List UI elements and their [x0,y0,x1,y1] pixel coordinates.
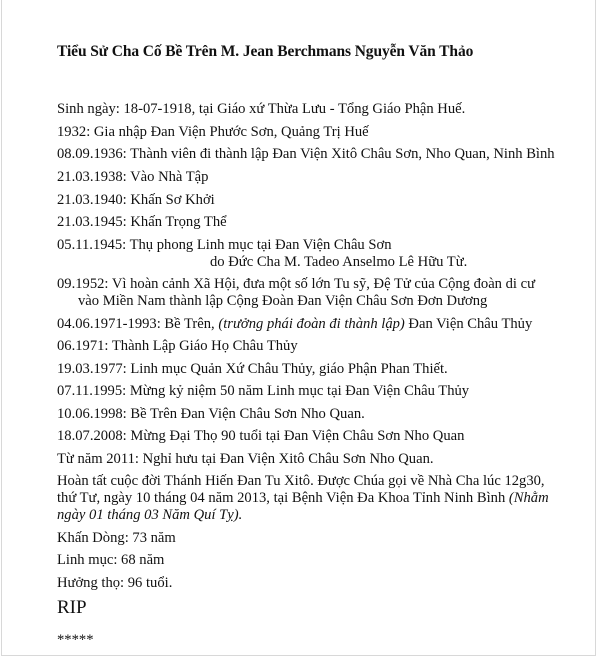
passing-line-3 [57,507,242,524]
stars-separator: ***** [57,632,94,648]
entry-1971-1993-text: 04.06.1971-1993: Bề Trên, [57,316,219,332]
entry-1936: 08.09.1936: Thành viên đi thành lập Đan Viện Xitô Châu Sơn, Nho Quan, Ninh Bình [57,146,555,162]
entry-1952-cont: vào Miền Nam thành lập Cộng Đoàn Đan Viện Châu Sơn Đơn Dương [78,293,488,309]
entry-1932: 1932: Gia nhập Đan Viện Phước Sơn, Quảng Trị Huế [57,124,369,140]
entry-1971-1993 [57,316,532,333]
passing-line-2 [57,490,549,507]
entry-1977: 19.03.1977: Linh mục Quản Xứ Châu Thủy, giáo Phận Phan Thiết. [57,361,448,377]
entry-2011: Từ năm 2011: Nghỉ hưu tại Đan Viện Xitô Châu Sơn Nho Quan. [57,451,434,467]
rip-text: RIP [57,597,87,618]
document-title: Tiểu Sử Cha Cố Bề Trên M. Jean Berchmans Nguyễn Văn Thảo [57,43,474,60]
age-line: Hưởng thọ: 96 tuổi. [57,575,173,591]
entry-1945-vows: 21.03.1945: Khấn Trọng Thể [57,214,227,230]
entry-1995: 07.11.1995: Mừng kỷ niệm 50 năm Linh mục tại Đan Viện Châu Thủy [57,383,470,399]
entry-1945-ordination-cont: do Đức Cha M. Tadeo Anselmo Lê Hữu Từ. [210,254,468,270]
vows-years: Khấn Dòng: 73 năm [57,530,176,546]
entry-1971-1993-italic: (trưởng phái đoàn đi thành lập) [218,316,405,332]
entry-1938: 21.03.1938: Vào Nhà Tập [57,169,209,185]
entry-1952: 09.1952: Vì hoàn cảnh Xã Hội, đưa một số lớn Tu sỹ, Đệ Tử của Cộng đoàn di cư [57,276,536,292]
entry-2008: 18.07.2008: Mừng Đại Thọ 90 tuổi tại Đan Viện Châu Sơn Nho Quan [57,428,465,444]
entry-1940: 21.03.1940: Khấn Sơ Khởi [57,192,215,208]
passing-line-3-italic: ngày 01 tháng 03 Năm Quí Tỵ). [57,507,243,523]
entry-1971: 06.1971: Thành Lập Giáo Họ Châu Thủy [57,338,298,354]
priest-years: Linh mục: 68 năm [57,552,165,568]
entry-1998: 10.06.1998: Bề Trên Đan Viện Châu Sơn Nho Quan. [57,406,365,422]
passing-line-2-text: thứ Tư, ngày 10 tháng 04 năm 2013, tại Bệnh Viện Đa Khoa Tỉnh Ninh Bình [57,490,509,506]
passing-line-1: Hoàn tất cuộc đời Thánh Hiến Đan Tu Xitô. Được Chúa gọi về Nhà Cha lúc 12g30, [57,473,545,489]
entry-1971-1993-end: Đan Viện Châu Thủy [404,316,533,332]
birth-line: Sinh ngày: 18-07-1918, tại Giáo xứ Thừa Lưu - Tổng Giáo Phận Huế. [57,101,466,117]
passing-line-2-italic: (Nhằm [508,490,549,506]
entry-1945-ordination: 05.11.1945: Thụ phong Linh mục tại Đan Viện Châu Sơn [57,237,392,253]
